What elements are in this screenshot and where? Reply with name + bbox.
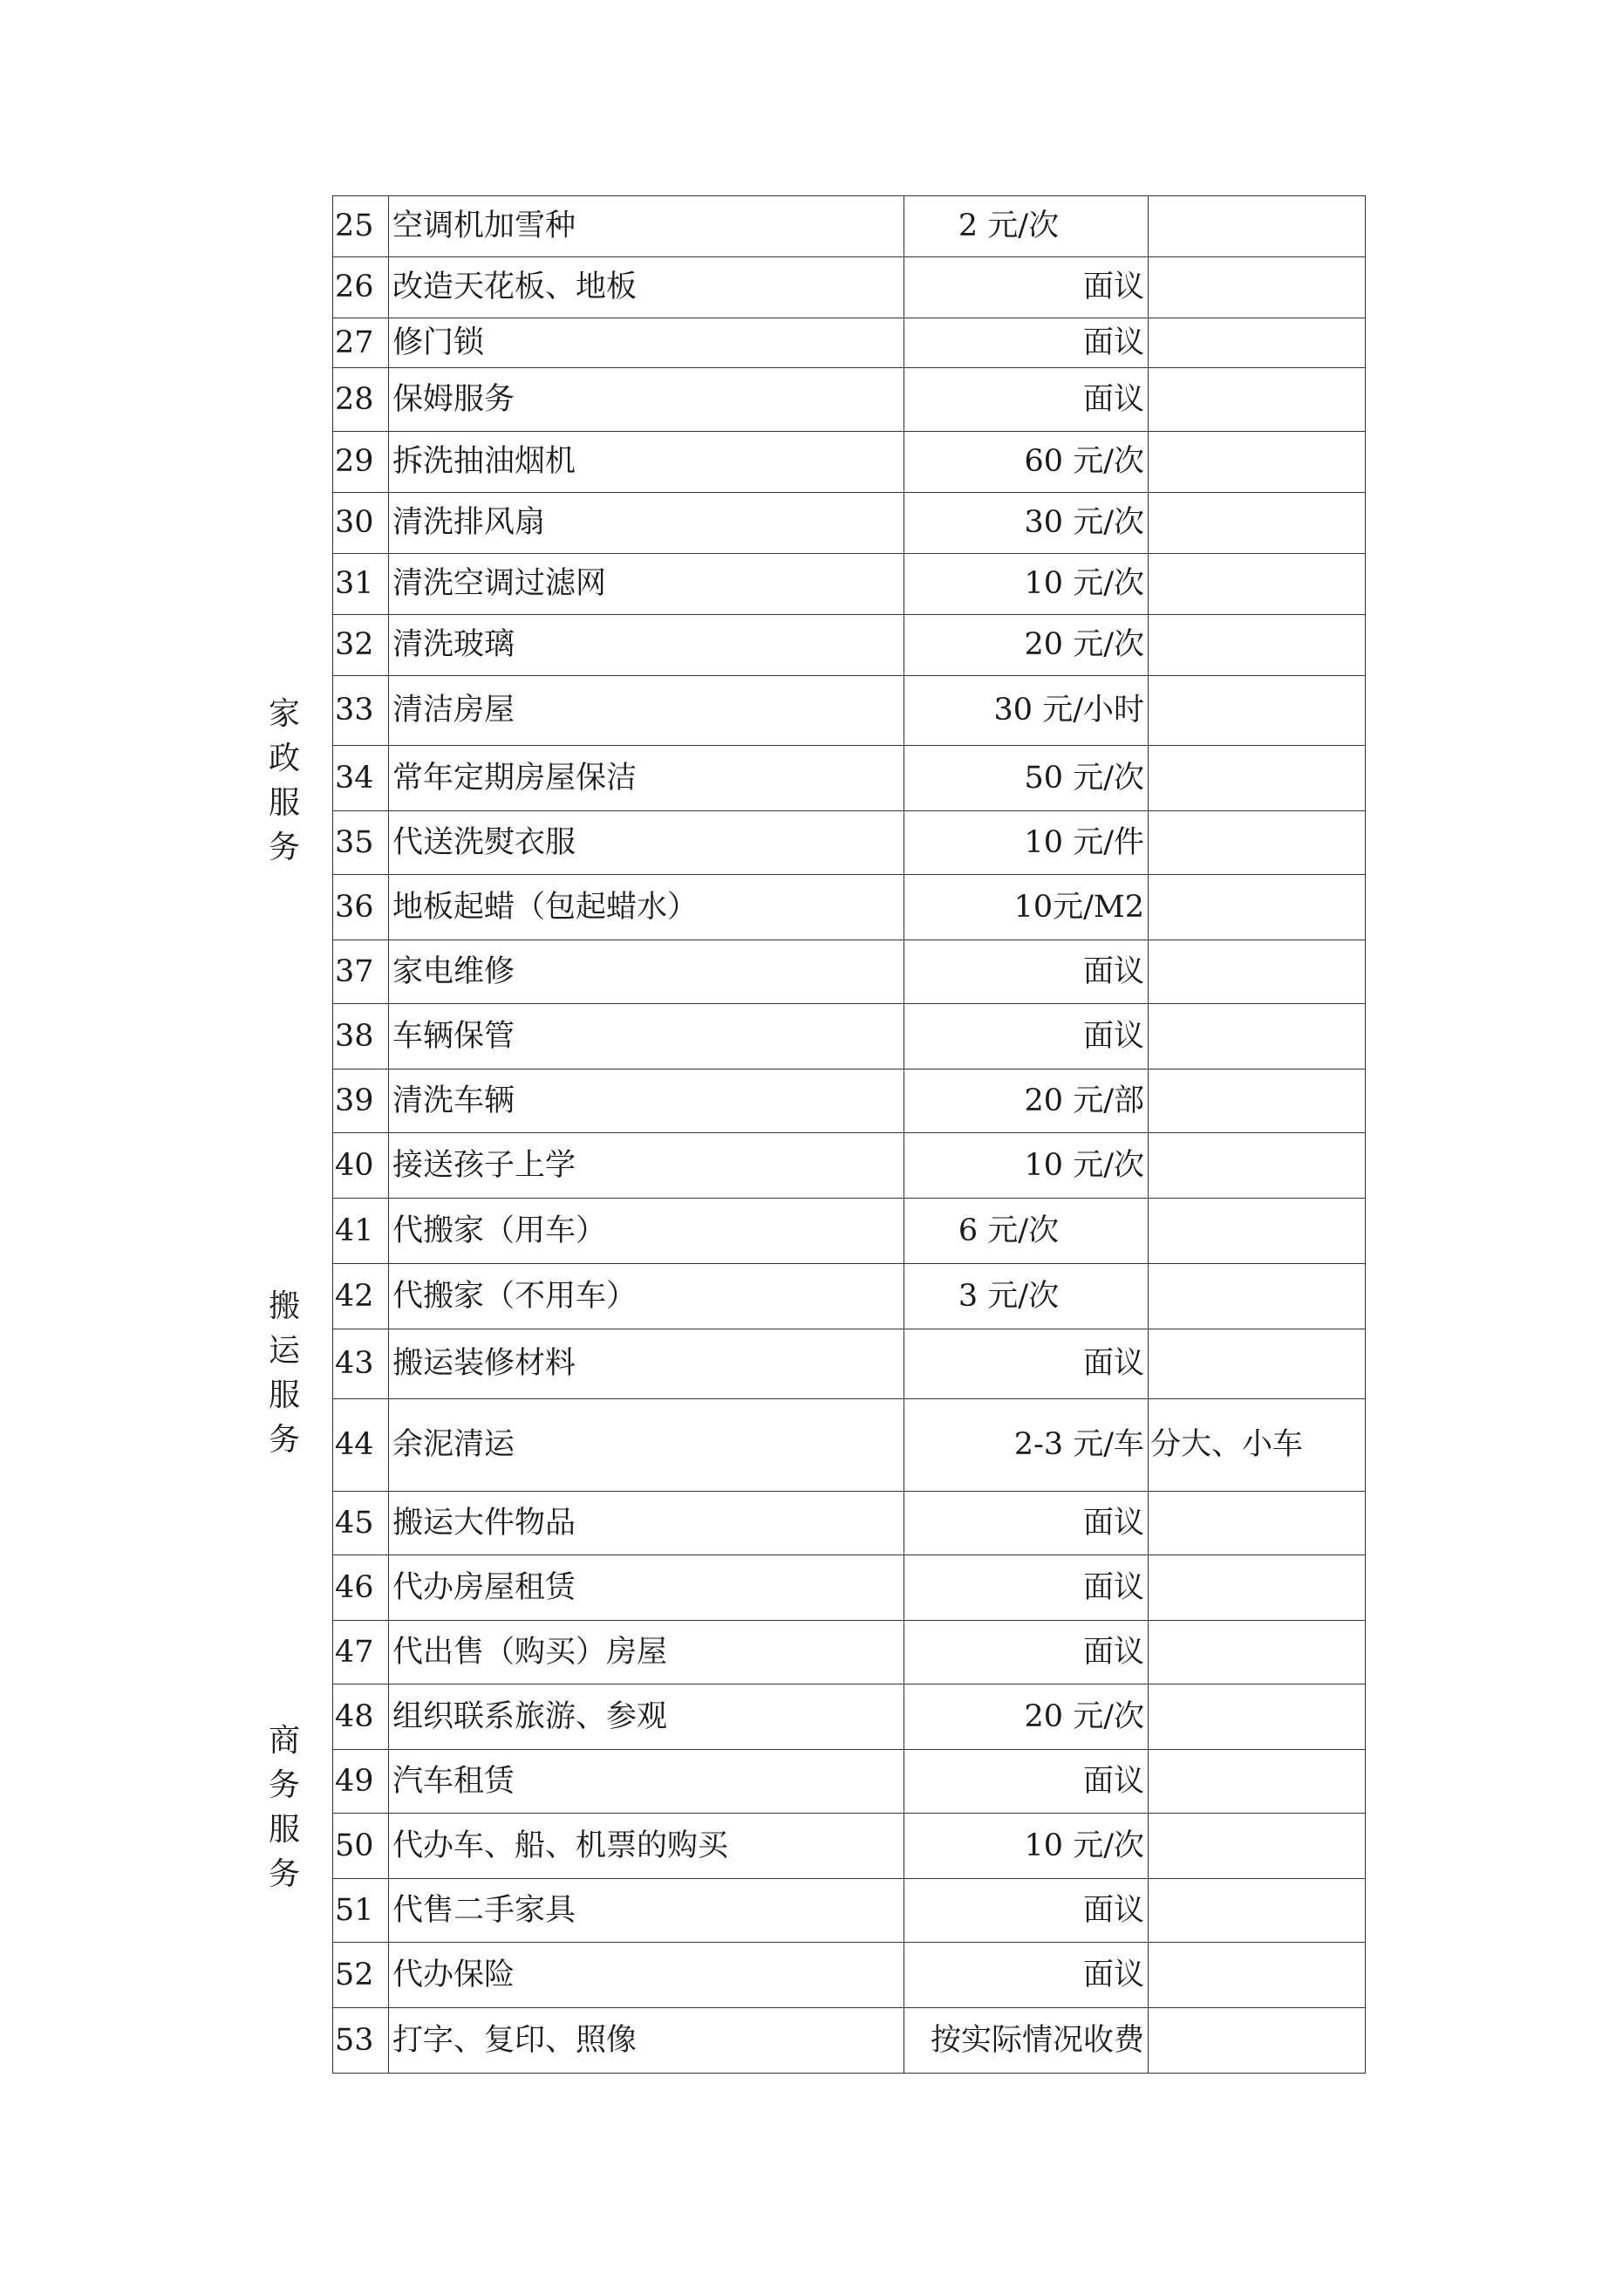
- row-number: 52: [333, 1943, 389, 2008]
- price-cell: 面议: [904, 1750, 1149, 1814]
- note-cell: [1149, 1750, 1366, 1814]
- table-row: [333, 746, 1366, 811]
- table-row: [333, 1814, 1366, 1879]
- note-cell: [1149, 1555, 1366, 1621]
- table-row: [333, 554, 1366, 615]
- price-cell: 3 元/次: [904, 1264, 1149, 1329]
- row-number: 28: [333, 368, 389, 432]
- table-row: [333, 1684, 1366, 1750]
- note-cell: [1149, 615, 1366, 676]
- service-item: 代办车、船、机票的购买: [389, 1814, 904, 1879]
- table-row: [333, 432, 1366, 493]
- service-item: 打字、复印、照像: [389, 2008, 904, 2074]
- price-cell: 20 元/次: [904, 615, 1149, 676]
- row-number: 27: [333, 318, 389, 368]
- price-cell: 2-3 元/车: [904, 1399, 1149, 1492]
- row-number: 46: [333, 1555, 389, 1621]
- note-cell: [1149, 1329, 1366, 1399]
- row-number: 36: [333, 875, 389, 940]
- category-label-business: 商务服务: [268, 1723, 300, 1892]
- table-row: [333, 1555, 1366, 1621]
- note-cell: [1149, 1069, 1366, 1133]
- note-cell: [1149, 811, 1366, 875]
- row-number: 26: [333, 257, 389, 318]
- service-item: 拆洗抽油烟机: [389, 432, 904, 493]
- row-number: 32: [333, 615, 389, 676]
- service-item: 修门锁: [389, 318, 904, 368]
- note-cell: [1149, 1264, 1366, 1329]
- service-item: 余泥清运: [389, 1399, 904, 1492]
- row-number: 31: [333, 554, 389, 615]
- table-row: [333, 1069, 1366, 1133]
- price-cell: 面议: [904, 1943, 1149, 2008]
- note-cell: [1149, 2008, 1366, 2074]
- note-cell: [1149, 196, 1366, 257]
- service-item: 搬运大件物品: [389, 1492, 904, 1555]
- table-row: [333, 1879, 1366, 1943]
- price-cell: 按实际情况收费: [904, 2008, 1149, 2074]
- category-label-housekeeping: 家政服务: [268, 696, 300, 865]
- price-cell: 面议: [904, 368, 1149, 432]
- table-row: [333, 940, 1366, 1004]
- table-row: [333, 1943, 1366, 2008]
- service-item: 地板起蜡（包起蜡水）: [389, 875, 904, 940]
- service-item: 保姆服务: [389, 368, 904, 432]
- table-row: [333, 1133, 1366, 1199]
- price-cell: 面议: [904, 1329, 1149, 1399]
- note-cell: [1149, 432, 1366, 493]
- service-item: 常年定期房屋保洁: [389, 746, 904, 811]
- row-number: 47: [333, 1621, 389, 1684]
- price-cell: 10 元/件: [904, 811, 1149, 875]
- row-number: 41: [333, 1199, 389, 1264]
- service-item: 代办房屋租赁: [389, 1555, 904, 1621]
- table-row: [333, 811, 1366, 875]
- note-cell: [1149, 746, 1366, 811]
- price-cell: 10 元/次: [904, 1814, 1149, 1879]
- table-row: [333, 318, 1366, 368]
- price-cell: 30 元/小时: [904, 676, 1149, 746]
- note-cell: [1149, 1684, 1366, 1750]
- price-cell: 10 元/次: [904, 554, 1149, 615]
- row-number: 25: [333, 196, 389, 257]
- table-row: [333, 257, 1366, 318]
- row-number: 42: [333, 1264, 389, 1329]
- table-row: [333, 1199, 1366, 1264]
- note-cell: [1149, 257, 1366, 318]
- note-cell: [1149, 1879, 1366, 1943]
- price-cell: 面议: [904, 1555, 1149, 1621]
- service-item: 接送孩子上学: [389, 1133, 904, 1199]
- price-cell: 6 元/次: [904, 1199, 1149, 1264]
- service-item: 改造天花板、地板: [389, 257, 904, 318]
- row-number: 30: [333, 493, 389, 554]
- price-cell: 面议: [904, 940, 1149, 1004]
- note-cell: [1149, 318, 1366, 368]
- service-item: 家电维修: [389, 940, 904, 1004]
- row-number: 34: [333, 746, 389, 811]
- service-item: 代搬家（用车）: [389, 1199, 904, 1264]
- row-number: 33: [333, 676, 389, 746]
- price-cell: 10元/M2: [904, 875, 1149, 940]
- price-cell: 20 元/部: [904, 1069, 1149, 1133]
- price-cell: 面议: [904, 1879, 1149, 1943]
- service-item: 清洗空调过滤网: [389, 554, 904, 615]
- service-item: 代搬家（不用车）: [389, 1264, 904, 1329]
- service-item: 搬运装修材料: [389, 1329, 904, 1399]
- service-item: 代售二手家具: [389, 1879, 904, 1943]
- table-row: [333, 1621, 1366, 1684]
- note-cell: [1149, 368, 1366, 432]
- row-number: 37: [333, 940, 389, 1004]
- row-number: 43: [333, 1329, 389, 1399]
- price-cell: 面议: [904, 1492, 1149, 1555]
- service-item: 组织联系旅游、参观: [389, 1684, 904, 1750]
- note-cell: 分大、小车: [1149, 1399, 1366, 1492]
- row-number: 38: [333, 1004, 389, 1069]
- note-cell: [1149, 1943, 1366, 2008]
- row-number: 49: [333, 1750, 389, 1814]
- table-row: [333, 2008, 1366, 2074]
- table-row: [333, 368, 1366, 432]
- price-cell: 面议: [904, 1004, 1149, 1069]
- price-cell: 60 元/次: [904, 432, 1149, 493]
- category-label-moving: 搬运服务: [268, 1288, 300, 1458]
- service-item: 空调机加雪种: [389, 196, 904, 257]
- service-item: 代办保险: [389, 1943, 904, 2008]
- service-item: 代出售（购买）房屋: [389, 1621, 904, 1684]
- note-cell: [1149, 875, 1366, 940]
- table-row: [333, 1750, 1366, 1814]
- service-item: 清洗车辆: [389, 1069, 904, 1133]
- table-row: [333, 1004, 1366, 1069]
- row-number: 29: [333, 432, 389, 493]
- note-cell: [1149, 1004, 1366, 1069]
- row-number: 45: [333, 1492, 389, 1555]
- row-number: 44: [333, 1399, 389, 1492]
- price-cell: 面议: [904, 1621, 1149, 1684]
- note-cell: [1149, 1814, 1366, 1879]
- price-cell: 50 元/次: [904, 746, 1149, 811]
- service-item: 汽车租赁: [389, 1750, 904, 1814]
- table-row: [333, 676, 1366, 746]
- note-cell: [1149, 940, 1366, 1004]
- row-number: 39: [333, 1069, 389, 1133]
- note-cell: [1149, 676, 1366, 746]
- note-cell: [1149, 1621, 1366, 1684]
- service-item: 车辆保管: [389, 1004, 904, 1069]
- service-price-table: [332, 195, 1366, 2074]
- price-cell: 2 元/次: [904, 196, 1149, 257]
- table-row: [333, 1492, 1366, 1555]
- note-cell: [1149, 1199, 1366, 1264]
- row-number: 51: [333, 1879, 389, 1943]
- note-cell: [1149, 1492, 1366, 1555]
- price-cell: 10 元/次: [904, 1133, 1149, 1199]
- price-cell: 面议: [904, 257, 1149, 318]
- row-number: 40: [333, 1133, 389, 1199]
- table-row: [333, 1264, 1366, 1329]
- service-item: 代送洗熨衣服: [389, 811, 904, 875]
- price-cell: 20 元/次: [904, 1684, 1149, 1750]
- table-row: [333, 875, 1366, 940]
- service-item: 清洁房屋: [389, 676, 904, 746]
- table-row: [333, 196, 1366, 257]
- row-number: 35: [333, 811, 389, 875]
- note-cell: [1149, 493, 1366, 554]
- table-row: [333, 1399, 1366, 1492]
- table-row: [333, 1329, 1366, 1399]
- note-cell: [1149, 1133, 1366, 1199]
- service-item: 清洗排风扇: [389, 493, 904, 554]
- note-cell: [1149, 554, 1366, 615]
- table-row: [333, 615, 1366, 676]
- row-number: 53: [333, 2008, 389, 2074]
- table-row: [333, 493, 1366, 554]
- price-cell: 面议: [904, 318, 1149, 368]
- row-number: 48: [333, 1684, 389, 1750]
- service-item: 清洗玻璃: [389, 615, 904, 676]
- price-cell: 30 元/次: [904, 493, 1149, 554]
- row-number: 50: [333, 1814, 389, 1879]
